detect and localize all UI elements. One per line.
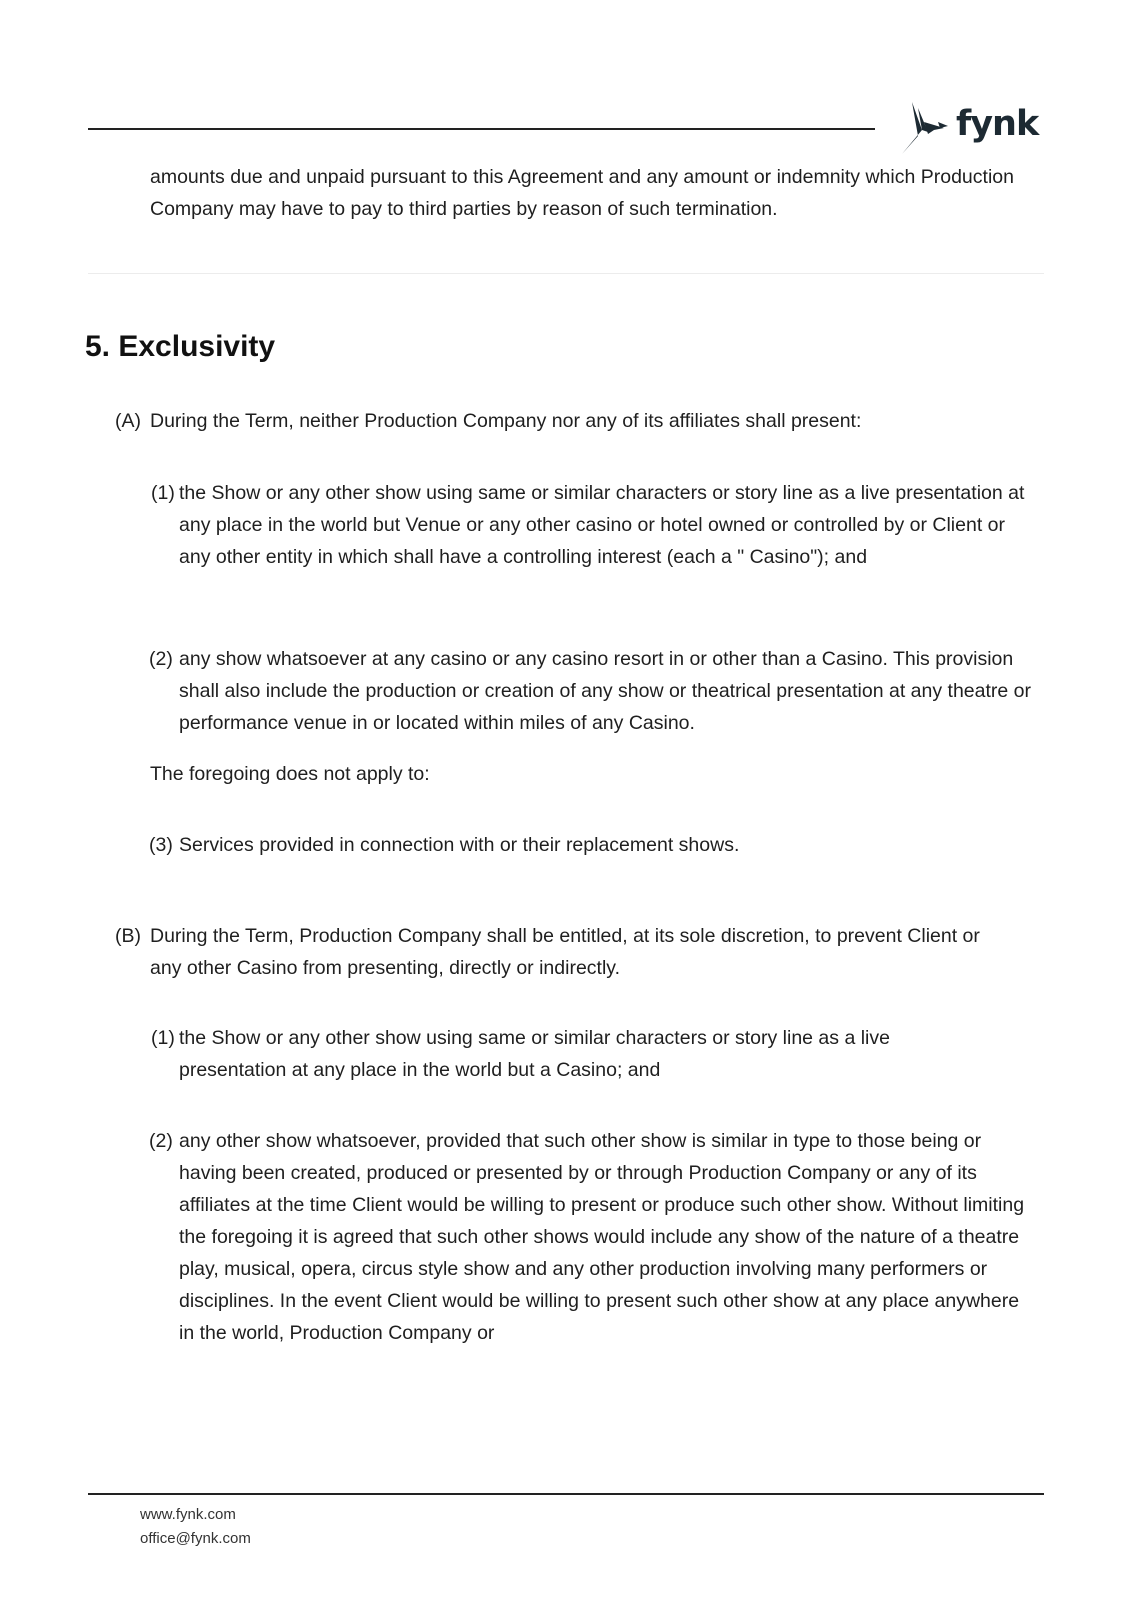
footer-rule: [88, 1493, 1044, 1495]
clause-a: [115, 405, 1030, 437]
item-label: (1): [151, 1027, 175, 1049]
foregoing-note: The foregoing does not apply to:: [150, 763, 430, 785]
item-label: (2): [149, 1130, 173, 1152]
clause-a-item-1: [151, 477, 1039, 573]
clause-a-exception: [149, 829, 1039, 861]
item-text: the Show or any other show using same or similar characters or story line as a live presentation at any place in the world but Venue or any other casino or hotel owned or controlled by or Client or any other entity in which shall have a controlling interest (each a " Casino"); and: [179, 482, 1025, 568]
clause-text: During the Term, Production Company shall be entitled, at its sole discretion, to prevent Client or any other Casino from presenting, directly or indirectly.: [150, 925, 980, 979]
clause-text: During the Term, neither Production Company nor any of its affiliates shall present:: [150, 410, 862, 432]
continuation-paragraph: amounts due and unpaid pursuant to this Agreement and any amount or indemnity which Production Company may have to pay to third parties by reason of such termination.: [150, 166, 1014, 220]
section-divider: [88, 273, 1044, 274]
item-label: (1): [151, 482, 175, 504]
footer-email: office@fynk.com: [140, 1530, 251, 1547]
item-text: any other show whatsoever, provided that such other show is similar in type to those being or having been created, produced or presented by or through Production Company or any of its affiliates at the time Client would be willing to present or produce such other show. Without limiting the foregoing it is agreed that such other shows would include any show of the nature of a theatre play, musical, opera, circus style show and any other production involving many performers or disciplines. In the event Client would be willing to present such other show at any place anywhere in the world, Production Company or: [179, 1130, 1025, 1344]
clause-label: (A): [115, 410, 141, 432]
clause-b-item-1: [151, 1022, 999, 1086]
item-text: Services provided in connection with or their replacement shows.: [179, 834, 740, 856]
fynk-logo: [898, 100, 1038, 160]
item-text: any show whatsoever at any casino or any casino resort in or other than a Casino. This provision shall also include the production or creation of any show or theatrical presentation at any theatre or performance venue in or located within miles of any Casino.: [179, 648, 1032, 734]
clause-b-item-2: [149, 1125, 1039, 1349]
item-text: the Show or any other show using same or similar characters or story line as a live presentation at any place in the world but a Casino; and: [179, 1027, 890, 1081]
bird-icon: [898, 100, 954, 158]
logo-text: fynk: [956, 104, 1039, 144]
item-label: (3): [149, 834, 173, 856]
section-heading: 5. Exclusivity: [85, 330, 276, 363]
item-label: (2): [149, 648, 173, 670]
clause-label: (B): [115, 925, 141, 947]
clause-b: [115, 920, 1000, 984]
clause-a-item-2: [149, 643, 1049, 739]
footer-website: www.fynk.com: [140, 1506, 236, 1523]
header-rule: [88, 128, 875, 130]
